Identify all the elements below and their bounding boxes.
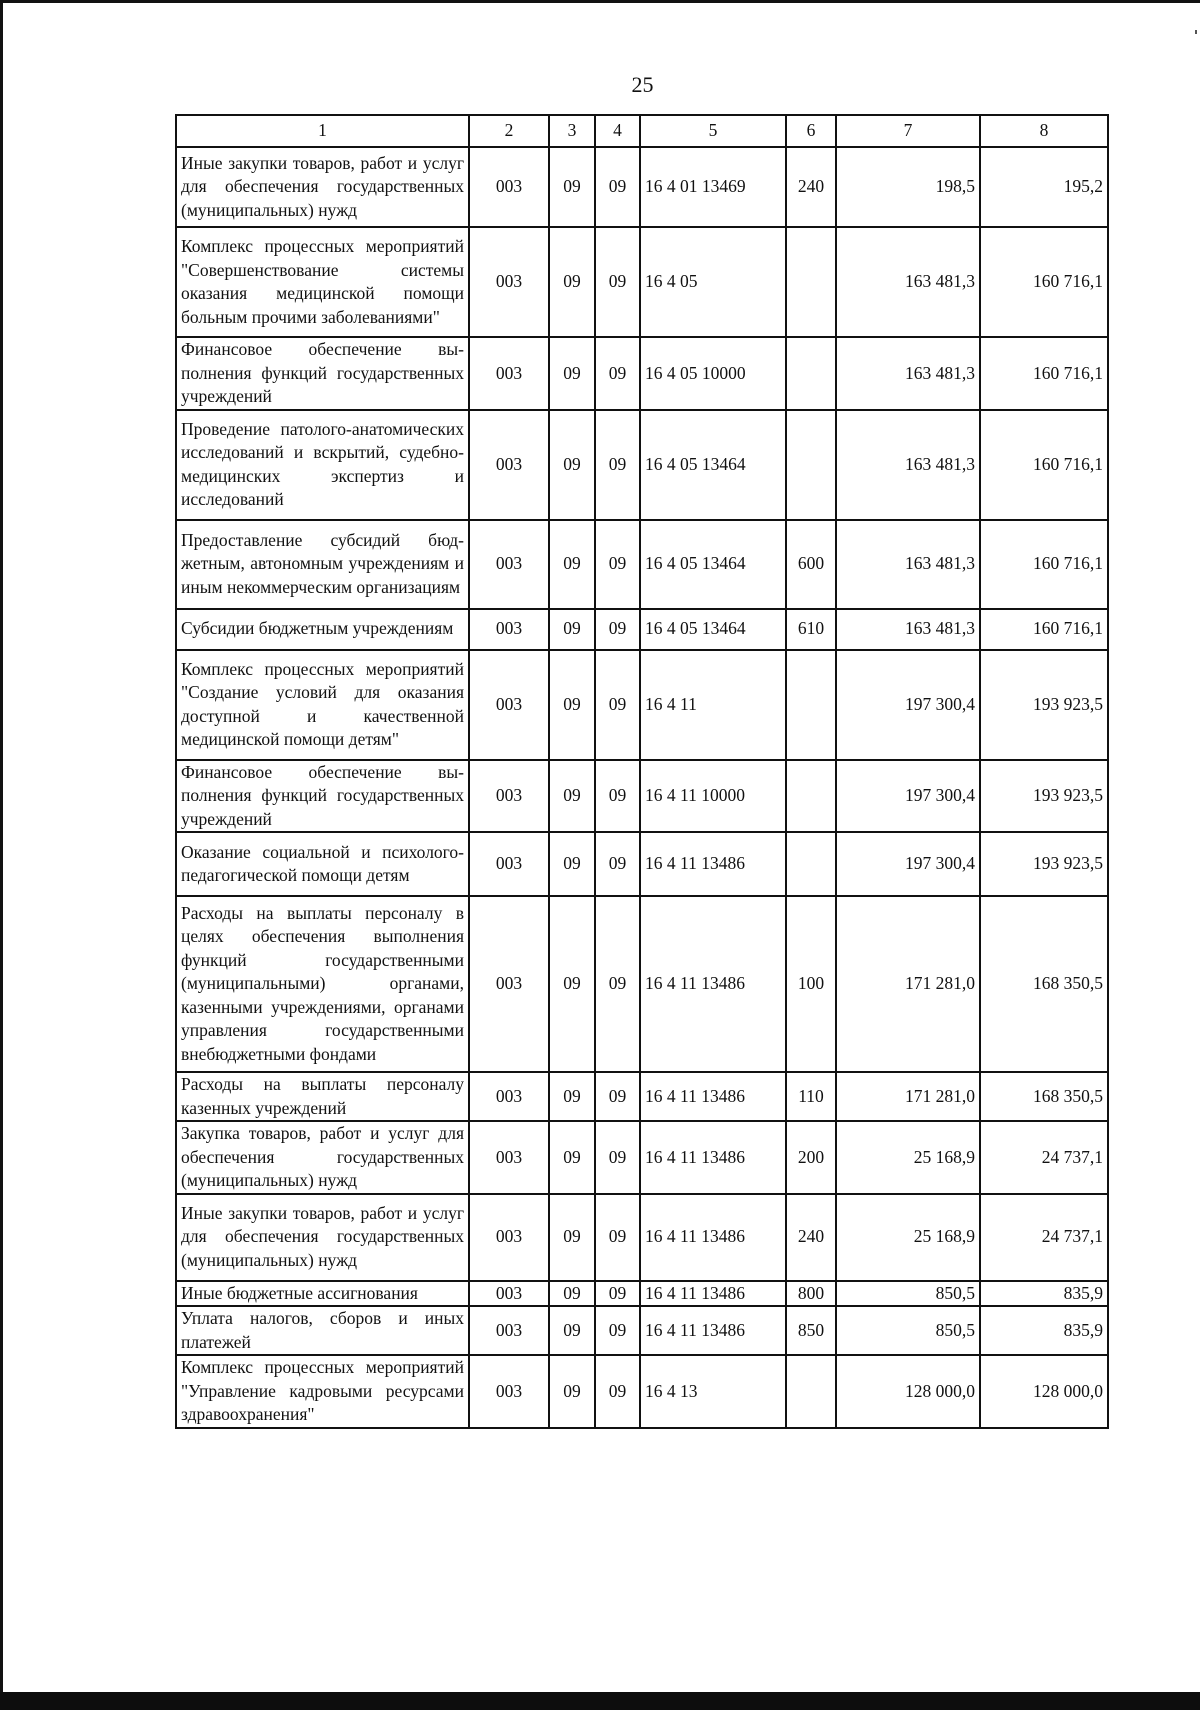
amount-year-1-cell: 25 168,9	[836, 1194, 980, 1281]
item-name-cell: Расходы на выплаты персоналу казенных учреждений	[176, 1072, 469, 1121]
subsection-code-cell: 09	[595, 1281, 640, 1307]
ministry-code-cell: 003	[469, 832, 549, 896]
amount-year-1-cell: 163 481,3	[836, 609, 980, 650]
amount-year-2-cell: 195,2	[980, 147, 1108, 227]
target-article-cell: 16 4 05 10000	[640, 337, 786, 410]
ministry-code-cell: 003	[469, 1072, 549, 1121]
ministry-code-cell: 003	[469, 1281, 549, 1307]
header-cell-6: 6	[786, 115, 836, 147]
header-cell-3: 3	[549, 115, 595, 147]
expense-type-cell: 800	[786, 1281, 836, 1307]
item-name-cell: Уплата налогов, сборов и иных платежей	[176, 1306, 469, 1355]
target-article-cell: 16 4 11 13486	[640, 832, 786, 896]
subsection-code-cell: 09	[595, 1121, 640, 1194]
table-header	[176, 115, 1108, 147]
amount-year-2-cell: 160 716,1	[980, 410, 1108, 520]
target-article-cell: 16 4 11	[640, 650, 786, 760]
target-article-cell: 16 4 05 13464	[640, 520, 786, 609]
item-name-cell: Проведение патолого-анатомических исследований и вскрытий, судебно-медицинских экспертиз и исследований	[176, 410, 469, 520]
target-article-cell: 16 4 13	[640, 1355, 786, 1428]
subsection-code-cell: 09	[595, 337, 640, 410]
expense-type-cell	[786, 832, 836, 896]
target-article-cell: 16 4 05 13464	[640, 609, 786, 650]
item-name-cell: Иные бюджетные ассигнования	[176, 1281, 469, 1307]
target-article-cell: 16 4 11 13486	[640, 1072, 786, 1121]
section-code-cell: 09	[549, 337, 595, 410]
expense-type-cell	[786, 227, 836, 337]
ministry-code-cell: 003	[469, 410, 549, 520]
target-article-cell: 16 4 11 13486	[640, 1194, 786, 1281]
ministry-code-cell: 003	[469, 1121, 549, 1194]
amount-year-2-cell: 193 923,5	[980, 650, 1108, 760]
subsection-code-cell: 09	[595, 410, 640, 520]
ministry-code-cell: 003	[469, 1194, 549, 1281]
amount-year-2-cell: 160 716,1	[980, 227, 1108, 337]
header-cell-5: 5	[640, 115, 786, 147]
amount-year-1-cell: 171 281,0	[836, 896, 980, 1072]
subsection-code-cell: 09	[595, 147, 640, 227]
subsection-code-cell: 09	[595, 650, 640, 760]
table-row	[176, 337, 1108, 410]
section-code-cell: 09	[549, 1306, 595, 1355]
table-row	[176, 1072, 1108, 1121]
amount-year-1-cell: 171 281,0	[836, 1072, 980, 1121]
subsection-code-cell: 09	[595, 1306, 640, 1355]
ministry-code-cell: 003	[469, 896, 549, 1072]
amount-year-2-cell: 160 716,1	[980, 520, 1108, 609]
scan-border-bottom	[0, 1692, 1200, 1710]
amount-year-2-cell: 24 737,1	[980, 1194, 1108, 1281]
table-row	[176, 1306, 1108, 1355]
header-cell-1: 1	[176, 115, 469, 147]
ministry-code-cell: 003	[469, 227, 549, 337]
ministry-code-cell: 003	[469, 147, 549, 227]
item-name-cell: Финансовое обеспечение выполнения функций государственных учреждений	[176, 337, 469, 410]
amount-year-1-cell: 198,5	[836, 147, 980, 227]
subsection-code-cell: 09	[595, 609, 640, 650]
amount-year-2-cell: 168 350,5	[980, 1072, 1108, 1121]
section-code-cell: 09	[549, 1072, 595, 1121]
amount-year-2-cell: 193 923,5	[980, 760, 1108, 833]
section-code-cell: 09	[549, 896, 595, 1072]
amount-year-2-cell: 168 350,5	[980, 896, 1108, 1072]
target-article-cell: 16 4 11 10000	[640, 760, 786, 833]
expense-type-cell: 110	[786, 1072, 836, 1121]
section-code-cell: 09	[549, 760, 595, 833]
item-name-cell: Финансовое обеспечение выполнения функций государственных учреждений	[176, 760, 469, 833]
table-row	[176, 1355, 1108, 1428]
amount-year-2-cell: 24 737,1	[980, 1121, 1108, 1194]
amount-year-2-cell: 835,9	[980, 1306, 1108, 1355]
expense-type-cell	[786, 410, 836, 520]
section-code-cell: 09	[549, 227, 595, 337]
item-name-cell: Расходы на выплаты персоналу в целях обеспечения выполнения функций государственными (муниципальными) органами, казенными учреждениями, органами управления государственными внебюджетными фондами	[176, 896, 469, 1072]
target-article-cell: 16 4 01 13469	[640, 147, 786, 227]
subsection-code-cell: 09	[595, 896, 640, 1072]
expense-type-cell	[786, 1355, 836, 1428]
page-number: 25	[631, 72, 654, 97]
amount-year-1-cell: 197 300,4	[836, 832, 980, 896]
amount-year-2-cell: 160 716,1	[980, 337, 1108, 410]
item-name-cell: Иные закупки товаров, работ и услуг для обеспечения государственных (муниципальных) нужд	[176, 147, 469, 227]
target-article-cell: 16 4 11 13486	[640, 1121, 786, 1194]
subsection-code-cell: 09	[595, 1194, 640, 1281]
header-cell-2: 2	[469, 115, 549, 147]
subsection-code-cell: 09	[595, 227, 640, 337]
expense-type-cell: 200	[786, 1121, 836, 1194]
table-row	[176, 760, 1108, 833]
ministry-code-cell: 003	[469, 520, 549, 609]
header-row	[176, 115, 1108, 147]
amount-year-1-cell: 197 300,4	[836, 760, 980, 833]
ministry-code-cell: 003	[469, 609, 549, 650]
target-article-cell: 16 4 11 13486	[640, 896, 786, 1072]
item-name-cell: Комплекс процессных мероприятий "Создание условий для оказания доступной и качественной медицинской помощи детям"	[176, 650, 469, 760]
expense-type-cell: 610	[786, 609, 836, 650]
ministry-code-cell: 003	[469, 1355, 549, 1428]
amount-year-1-cell: 128 000,0	[836, 1355, 980, 1428]
target-article-cell: 16 4 11 13486	[640, 1306, 786, 1355]
table-row	[176, 1121, 1108, 1194]
amount-year-2-cell: 160 716,1	[980, 609, 1108, 650]
header-cell-4: 4	[595, 115, 640, 147]
amount-year-1-cell: 25 168,9	[836, 1121, 980, 1194]
target-article-cell: 16 4 11 13486	[640, 1281, 786, 1307]
subsection-code-cell: 09	[595, 832, 640, 896]
ministry-code-cell: 003	[469, 760, 549, 833]
amount-year-2-cell: 128 000,0	[980, 1355, 1108, 1428]
item-name-cell: Оказание социальной и психолого-педагогической помощи детям	[176, 832, 469, 896]
table-row	[176, 832, 1108, 896]
amount-year-1-cell: 163 481,3	[836, 410, 980, 520]
item-name-cell: Предоставление субсидий бюджетным, автономным учреждениям и иным некоммерческим организациям	[176, 520, 469, 609]
item-name-cell: Комплекс процессных мероприятий "Совершенствование системы оказания медицинской помощи больным прочими заболеваниями"	[176, 227, 469, 337]
section-code-cell: 09	[549, 1194, 595, 1281]
amount-year-1-cell: 197 300,4	[836, 650, 980, 760]
scan-border-left	[0, 0, 3, 1710]
header-cell-8: 8	[980, 115, 1108, 147]
expense-type-cell: 850	[786, 1306, 836, 1355]
budget-allocation-table	[175, 114, 1109, 1429]
item-name-cell: Закупка товаров, работ и услуг для обеспечения государственных (муниципальных) нужд	[176, 1121, 469, 1194]
amount-year-1-cell: 163 481,3	[836, 337, 980, 410]
section-code-cell: 09	[549, 1281, 595, 1307]
table-row	[176, 1194, 1108, 1281]
expense-type-cell	[786, 760, 836, 833]
header-cell-7: 7	[836, 115, 980, 147]
ministry-code-cell: 003	[469, 337, 549, 410]
expense-type-cell: 600	[786, 520, 836, 609]
item-name-cell: Субсидии бюджетным учреждениям	[176, 609, 469, 650]
subsection-code-cell: 09	[595, 1072, 640, 1121]
target-article-cell: 16 4 05 13464	[640, 410, 786, 520]
scan-speck	[1195, 30, 1197, 34]
table-body	[176, 147, 1108, 1428]
section-code-cell: 09	[549, 410, 595, 520]
section-code-cell: 09	[549, 832, 595, 896]
target-article-cell: 16 4 05	[640, 227, 786, 337]
table-row	[176, 410, 1108, 520]
table-row	[176, 520, 1108, 609]
table-row	[176, 1281, 1108, 1307]
item-name-cell: Комплекс процессных мероприятий "Управление кадровыми ресурсами здравоохранения"	[176, 1355, 469, 1428]
ministry-code-cell: 003	[469, 650, 549, 760]
subsection-code-cell: 09	[595, 520, 640, 609]
amount-year-1-cell: 163 481,3	[836, 520, 980, 609]
amount-year-2-cell: 193 923,5	[980, 832, 1108, 896]
ministry-code-cell: 003	[469, 1306, 549, 1355]
scan-border-top	[0, 0, 1200, 3]
expense-type-cell: 240	[786, 1194, 836, 1281]
section-code-cell: 09	[549, 147, 595, 227]
section-code-cell: 09	[549, 650, 595, 760]
section-code-cell: 09	[549, 520, 595, 609]
table-row	[176, 650, 1108, 760]
amount-year-1-cell: 850,5	[836, 1281, 980, 1307]
section-code-cell: 09	[549, 1355, 595, 1428]
expense-type-cell	[786, 650, 836, 760]
item-name-cell: Иные закупки товаров, работ и услуг для обеспечения государственных (муниципальных) нужд	[176, 1194, 469, 1281]
amount-year-1-cell: 163 481,3	[836, 227, 980, 337]
amount-year-1-cell: 850,5	[836, 1306, 980, 1355]
expense-type-cell: 100	[786, 896, 836, 1072]
section-code-cell: 09	[549, 1121, 595, 1194]
section-code-cell: 09	[549, 609, 595, 650]
subsection-code-cell: 09	[595, 760, 640, 833]
table-row	[176, 896, 1108, 1072]
subsection-code-cell: 09	[595, 1355, 640, 1428]
table-row	[176, 147, 1108, 227]
expense-type-cell: 240	[786, 147, 836, 227]
table-row	[176, 609, 1108, 650]
amount-year-2-cell: 835,9	[980, 1281, 1108, 1307]
table-row	[176, 227, 1108, 337]
expense-type-cell	[786, 337, 836, 410]
